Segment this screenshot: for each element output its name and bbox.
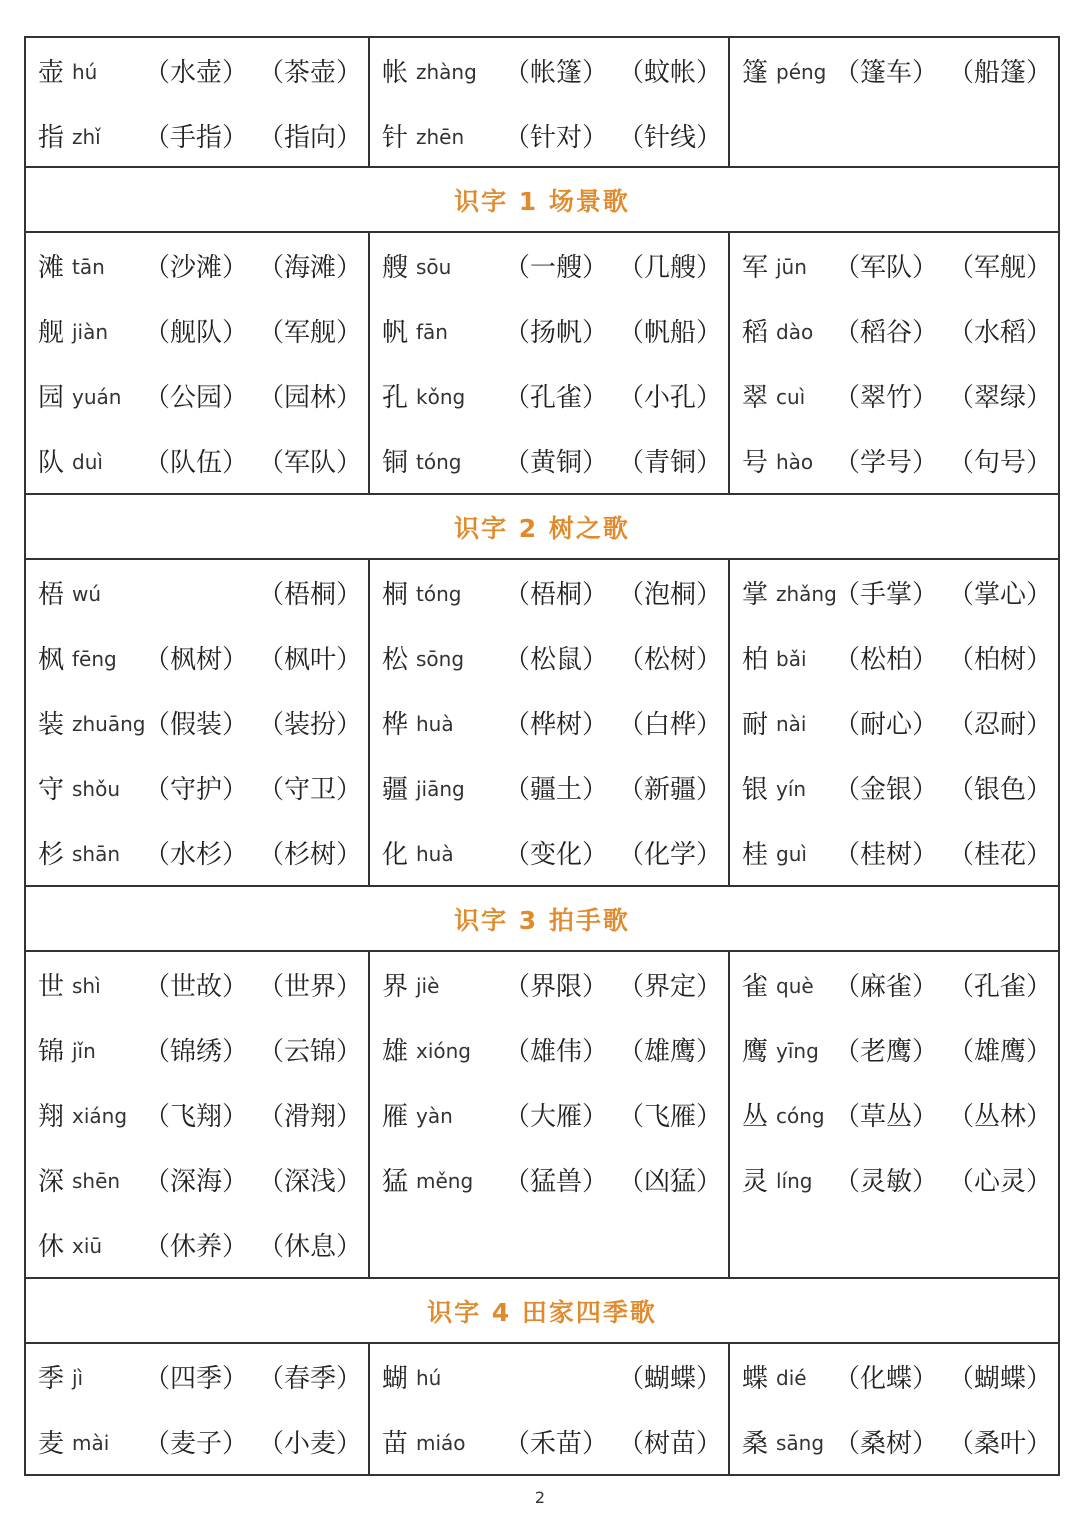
pinyin: zhēn bbox=[416, 125, 465, 149]
word-entry bbox=[26, 755, 368, 820]
character: 麦 bbox=[38, 1429, 65, 1459]
pinyin: měng bbox=[416, 1169, 474, 1193]
example-word-1: （老鹰） bbox=[833, 1037, 938, 1067]
example-word-2: （孔雀） bbox=[947, 972, 1052, 1002]
example-word-2: （化学） bbox=[617, 840, 722, 870]
example-word-2: （松树） bbox=[617, 645, 722, 675]
pinyin: fān bbox=[416, 320, 448, 344]
example-word-2: （树苗） bbox=[617, 1429, 722, 1459]
word-entry bbox=[370, 38, 728, 103]
word-entry bbox=[26, 1344, 368, 1409]
example-word-1: （麻雀） bbox=[833, 972, 938, 1002]
pinyin: miáo bbox=[416, 1431, 466, 1455]
word-entry bbox=[730, 1082, 1058, 1147]
example-word-2: （针线） bbox=[617, 123, 722, 153]
word-column bbox=[26, 560, 370, 885]
word-entry bbox=[370, 233, 728, 298]
lesson-title: 识字 1 场景歌 bbox=[454, 186, 630, 216]
example-word-2: （丛林） bbox=[947, 1102, 1052, 1132]
pinyin: shì bbox=[72, 974, 101, 998]
example-word-1: （学号） bbox=[833, 448, 938, 478]
pinyin: yín bbox=[776, 777, 807, 801]
word-entry bbox=[730, 363, 1058, 428]
example-word-1: （飞翔） bbox=[143, 1102, 248, 1132]
character: 鹰 bbox=[742, 1037, 769, 1067]
example-word-2: （世界） bbox=[257, 972, 362, 1002]
example-word-2: （雄鹰） bbox=[947, 1037, 1052, 1067]
character: 耐 bbox=[742, 710, 769, 740]
pinyin: cóng bbox=[776, 1104, 825, 1128]
lesson-header bbox=[24, 887, 1060, 952]
word-entry bbox=[370, 560, 728, 625]
character: 装 bbox=[38, 710, 65, 740]
word-entry bbox=[730, 428, 1058, 493]
pinyin: jiè bbox=[416, 974, 440, 998]
character: 园 bbox=[38, 383, 65, 413]
word-entry bbox=[730, 1344, 1058, 1409]
example-word-2: （泡桐） bbox=[617, 580, 722, 610]
example-word-1: （桑树） bbox=[833, 1429, 938, 1459]
character: 桑 bbox=[742, 1429, 769, 1459]
example-word-2: （军舰） bbox=[257, 318, 362, 348]
example-word-2: （凶猛） bbox=[617, 1167, 722, 1197]
word-entry bbox=[730, 233, 1058, 298]
example-word-1: （篷车） bbox=[833, 58, 938, 88]
example-word-2: （海滩） bbox=[257, 253, 362, 283]
pinyin: nài bbox=[776, 712, 807, 736]
pinyin: jiāng bbox=[416, 777, 465, 801]
pinyin: shān bbox=[72, 842, 121, 866]
word-entry bbox=[370, 1017, 728, 1082]
vocabulary-sheet bbox=[24, 36, 1060, 1476]
word-column bbox=[730, 233, 1058, 493]
character: 守 bbox=[38, 775, 65, 805]
example-word-2: （军舰） bbox=[947, 253, 1052, 283]
word-entry bbox=[730, 690, 1058, 755]
character: 艘 bbox=[382, 253, 409, 283]
character: 世 bbox=[38, 972, 65, 1002]
pinyin: líng bbox=[776, 1169, 813, 1193]
example-word-1: （假装） bbox=[143, 710, 248, 740]
pinyin: sōu bbox=[416, 255, 452, 279]
example-word-1: （舰队） bbox=[143, 318, 248, 348]
example-word-1: （扬帆） bbox=[503, 318, 608, 348]
character: 深 bbox=[38, 1167, 65, 1197]
character: 柏 bbox=[742, 645, 769, 675]
example-word-1: （耐心） bbox=[833, 710, 938, 740]
word-entry bbox=[730, 625, 1058, 690]
word-entry bbox=[370, 103, 728, 168]
pinyin: bǎi bbox=[776, 647, 807, 671]
example-word-2: （几艘） bbox=[617, 253, 722, 283]
word-table-section bbox=[24, 952, 1060, 1279]
character: 疆 bbox=[382, 775, 409, 805]
character: 帐 bbox=[382, 58, 409, 88]
example-word-1: （手掌） bbox=[833, 580, 938, 610]
example-word-1: （水壶） bbox=[143, 58, 248, 88]
lesson-header bbox=[24, 495, 1060, 560]
example-word-1: （针对） bbox=[503, 123, 608, 153]
word-table-section bbox=[24, 36, 1060, 168]
character: 化 bbox=[382, 840, 409, 870]
character: 银 bbox=[742, 775, 769, 805]
example-word-1: （桦树） bbox=[503, 710, 608, 740]
example-word-2: （小孔） bbox=[617, 383, 722, 413]
example-word-2: （桂花） bbox=[947, 840, 1052, 870]
character: 锦 bbox=[38, 1037, 65, 1067]
word-entry bbox=[370, 1409, 728, 1474]
word-entry bbox=[26, 1082, 368, 1147]
example-word-2: （白桦） bbox=[617, 710, 722, 740]
word-entry bbox=[26, 560, 368, 625]
character: 桦 bbox=[382, 710, 409, 740]
character: 翠 bbox=[742, 383, 769, 413]
example-word-1: （一艘） bbox=[503, 253, 608, 283]
lesson-title: 识字 3 拍手歌 bbox=[454, 905, 630, 935]
character: 掌 bbox=[742, 580, 769, 610]
example-word-1: （翠竹） bbox=[833, 383, 938, 413]
pinyin: shǒu bbox=[72, 777, 121, 801]
word-column bbox=[730, 952, 1058, 1277]
character: 雄 bbox=[382, 1037, 409, 1067]
example-word-2: （翠绿） bbox=[947, 383, 1052, 413]
word-entry bbox=[26, 690, 368, 755]
example-word-2: （水稻） bbox=[947, 318, 1052, 348]
example-word-2: （桑叶） bbox=[947, 1429, 1052, 1459]
word-column bbox=[730, 38, 1058, 166]
pinyin: wú bbox=[72, 582, 102, 606]
word-entry bbox=[730, 1409, 1058, 1474]
pinyin: zhàng bbox=[416, 60, 477, 84]
word-entry bbox=[370, 820, 728, 885]
pinyin: jiàn bbox=[72, 320, 109, 344]
pinyin: huà bbox=[416, 842, 454, 866]
word-column bbox=[730, 1344, 1058, 1474]
word-column bbox=[370, 233, 730, 493]
example-word-2: （装扮） bbox=[257, 710, 362, 740]
example-word-2: （银色） bbox=[947, 775, 1052, 805]
word-entry bbox=[370, 428, 728, 493]
word-entry bbox=[26, 820, 368, 885]
lesson-title: 识字 4 田家四季歌 bbox=[427, 1297, 657, 1327]
word-entry bbox=[370, 625, 728, 690]
example-word-2: （指向） bbox=[257, 123, 362, 153]
word-column bbox=[730, 560, 1058, 885]
pinyin: guì bbox=[776, 842, 807, 866]
example-word-1: （黄铜） bbox=[503, 448, 608, 478]
example-word-2: （青铜） bbox=[617, 448, 722, 478]
lesson-header bbox=[24, 168, 1060, 233]
example-word-1: （雄伟） bbox=[503, 1037, 608, 1067]
character: 滩 bbox=[38, 253, 65, 283]
pinyin: tān bbox=[72, 255, 105, 279]
character: 杉 bbox=[38, 840, 65, 870]
character: 翔 bbox=[38, 1102, 65, 1132]
example-word-2: （句号） bbox=[947, 448, 1052, 478]
example-word-2: （柏树） bbox=[947, 645, 1052, 675]
example-word-2: （茶壶） bbox=[257, 58, 362, 88]
pinyin: kǒng bbox=[416, 385, 466, 409]
example-word-1: （枫树） bbox=[143, 645, 248, 675]
example-word-1: （水杉） bbox=[143, 840, 248, 870]
word-column bbox=[370, 560, 730, 885]
example-word-2: （园林） bbox=[257, 383, 362, 413]
character: 雁 bbox=[382, 1102, 409, 1132]
word-table-section bbox=[24, 233, 1060, 495]
example-word-1: （大雁） bbox=[503, 1102, 608, 1132]
character: 灵 bbox=[742, 1167, 769, 1197]
example-word-2: （蝴蝶） bbox=[617, 1364, 722, 1394]
example-word-2: （飞雁） bbox=[617, 1102, 722, 1132]
example-word-2: （船篷） bbox=[947, 58, 1052, 88]
example-word-1: （帐篷） bbox=[503, 58, 608, 88]
word-entry bbox=[730, 1147, 1058, 1212]
word-entry bbox=[370, 1147, 728, 1212]
word-entry bbox=[730, 298, 1058, 363]
character: 壶 bbox=[38, 58, 65, 88]
pinyin: hú bbox=[72, 60, 98, 84]
example-word-2: （滑翔） bbox=[257, 1102, 362, 1132]
character: 猛 bbox=[382, 1167, 409, 1197]
character: 铜 bbox=[382, 448, 409, 478]
example-word-2: （休息） bbox=[257, 1232, 362, 1262]
example-word-1: （手指） bbox=[143, 123, 248, 153]
pinyin: cuì bbox=[776, 385, 806, 409]
page-number: 2 bbox=[534, 1488, 546, 1507]
pinyin: jūn bbox=[776, 255, 807, 279]
example-word-2: （小麦） bbox=[257, 1429, 362, 1459]
character: 桂 bbox=[742, 840, 769, 870]
example-word-1: （草丛） bbox=[833, 1102, 938, 1132]
character: 蝶 bbox=[742, 1364, 769, 1394]
example-word-2: （军队） bbox=[257, 448, 362, 478]
character: 界 bbox=[382, 972, 409, 1002]
example-word-1: （疆土） bbox=[503, 775, 608, 805]
example-word-2: （深浅） bbox=[257, 1167, 362, 1197]
word-entry bbox=[730, 820, 1058, 885]
pinyin: tóng bbox=[416, 582, 462, 606]
word-column bbox=[26, 38, 370, 166]
example-word-1: （松柏） bbox=[833, 645, 938, 675]
example-word-1: （四季） bbox=[143, 1364, 248, 1394]
character: 松 bbox=[382, 645, 409, 675]
example-word-1: （梧桐） bbox=[503, 580, 608, 610]
word-entry bbox=[26, 38, 368, 103]
word-entry bbox=[26, 233, 368, 298]
pinyin: zhǎng bbox=[776, 582, 837, 606]
word-entry bbox=[26, 363, 368, 428]
word-entry bbox=[730, 755, 1058, 820]
character: 雀 bbox=[742, 972, 769, 1002]
example-word-1: （麦子） bbox=[143, 1429, 248, 1459]
example-word-2: （忍耐） bbox=[947, 710, 1052, 740]
word-entry bbox=[730, 38, 1058, 103]
example-word-1: （休养） bbox=[143, 1232, 248, 1262]
example-word-1: （禾苗） bbox=[503, 1429, 608, 1459]
pinyin: sōng bbox=[416, 647, 465, 671]
word-entry bbox=[370, 1344, 728, 1409]
pinyin: zhǐ bbox=[72, 125, 101, 149]
pinyin: què bbox=[776, 974, 814, 998]
word-column bbox=[370, 38, 730, 166]
example-word-1: （世故） bbox=[143, 972, 248, 1002]
example-word-2: （心灵） bbox=[947, 1167, 1052, 1197]
word-entry bbox=[370, 363, 728, 428]
example-word-1: （军队） bbox=[833, 253, 938, 283]
example-word-2: （枫叶） bbox=[257, 645, 362, 675]
example-word-2: （春季） bbox=[257, 1364, 362, 1394]
pinyin: xiáng bbox=[72, 1104, 128, 1128]
word-table-section bbox=[24, 560, 1060, 887]
example-word-2: （帆船） bbox=[617, 318, 722, 348]
word-column bbox=[26, 1344, 370, 1474]
pinyin: sāng bbox=[776, 1431, 825, 1455]
example-word-1: （守护） bbox=[143, 775, 248, 805]
pinyin: xiū bbox=[72, 1234, 103, 1258]
word-column bbox=[26, 952, 370, 1277]
pinyin: fēng bbox=[72, 647, 117, 671]
word-column bbox=[370, 952, 730, 1277]
example-word-1: （队伍） bbox=[143, 448, 248, 478]
pinyin: tóng bbox=[416, 450, 462, 474]
word-entry bbox=[26, 1212, 368, 1277]
character: 帆 bbox=[382, 318, 409, 348]
character: 舰 bbox=[38, 318, 65, 348]
word-table-section bbox=[24, 1344, 1060, 1476]
example-word-2: （蝴蝶） bbox=[947, 1364, 1052, 1394]
example-word-2: （蚊帐） bbox=[617, 58, 722, 88]
example-word-2: （雄鹰） bbox=[617, 1037, 722, 1067]
character: 休 bbox=[38, 1232, 65, 1262]
character: 针 bbox=[382, 123, 409, 153]
character: 枫 bbox=[38, 645, 65, 675]
example-word-2: （掌心） bbox=[947, 580, 1052, 610]
character: 季 bbox=[38, 1364, 65, 1394]
pinyin: xióng bbox=[416, 1039, 471, 1063]
character: 军 bbox=[742, 253, 769, 283]
example-word-1: （松鼠） bbox=[503, 645, 608, 675]
character: 指 bbox=[38, 123, 65, 153]
example-word-2: （杉树） bbox=[257, 840, 362, 870]
example-word-1: （沙滩） bbox=[143, 253, 248, 283]
word-entry bbox=[730, 1017, 1058, 1082]
example-word-1: （稻谷） bbox=[833, 318, 938, 348]
word-entry bbox=[26, 1017, 368, 1082]
example-word-2: （新疆） bbox=[617, 775, 722, 805]
pinyin: huà bbox=[416, 712, 454, 736]
pinyin: péng bbox=[776, 60, 827, 84]
pinyin: mài bbox=[72, 1431, 110, 1455]
word-entry bbox=[370, 755, 728, 820]
character: 丛 bbox=[742, 1102, 769, 1132]
pinyin: dào bbox=[776, 320, 814, 344]
pinyin: hú bbox=[416, 1366, 442, 1390]
example-word-2: （云锦） bbox=[257, 1037, 362, 1067]
word-column bbox=[26, 233, 370, 493]
example-word-1: （变化） bbox=[503, 840, 608, 870]
character: 苗 bbox=[382, 1429, 409, 1459]
word-entry bbox=[26, 103, 368, 168]
pinyin: zhuāng bbox=[72, 712, 146, 736]
word-entry bbox=[730, 560, 1058, 625]
example-word-1: （灵敏） bbox=[833, 1167, 938, 1197]
word-entry bbox=[26, 1409, 368, 1474]
word-entry bbox=[370, 690, 728, 755]
pinyin: yīng bbox=[776, 1039, 819, 1063]
word-entry bbox=[26, 625, 368, 690]
word-entry bbox=[370, 298, 728, 363]
character: 篷 bbox=[742, 58, 769, 88]
pinyin: yuán bbox=[72, 385, 122, 409]
pinyin: hào bbox=[776, 450, 814, 474]
word-entry bbox=[730, 952, 1058, 1017]
pinyin: yàn bbox=[416, 1104, 453, 1128]
pinyin: dié bbox=[776, 1366, 807, 1390]
example-word-1: （公园） bbox=[143, 383, 248, 413]
character: 蝴 bbox=[382, 1364, 409, 1394]
word-entry bbox=[26, 428, 368, 493]
character: 桐 bbox=[382, 580, 409, 610]
example-word-2: （守卫） bbox=[257, 775, 362, 805]
word-entry bbox=[26, 1147, 368, 1212]
example-word-1: （孔雀） bbox=[503, 383, 608, 413]
pinyin: shēn bbox=[72, 1169, 121, 1193]
character: 孔 bbox=[382, 383, 409, 413]
example-word-1: （猛兽） bbox=[503, 1167, 608, 1197]
example-word-1: （桂树） bbox=[833, 840, 938, 870]
word-entry bbox=[370, 1082, 728, 1147]
pinyin: jì bbox=[72, 1366, 84, 1390]
example-word-2: （界定） bbox=[617, 972, 722, 1002]
lesson-header bbox=[24, 1279, 1060, 1344]
example-word-2: （梧桐） bbox=[257, 580, 362, 610]
character: 梧 bbox=[38, 580, 65, 610]
example-word-1: （界限） bbox=[503, 972, 608, 1002]
word-column bbox=[370, 1344, 730, 1474]
pinyin: duì bbox=[72, 450, 103, 474]
example-word-1: （化蝶） bbox=[833, 1364, 938, 1394]
example-word-1: （金银） bbox=[833, 775, 938, 805]
example-word-1: （锦绣） bbox=[143, 1037, 248, 1067]
character: 号 bbox=[742, 448, 769, 478]
word-entry bbox=[370, 952, 728, 1017]
lesson-title: 识字 2 树之歌 bbox=[454, 513, 630, 543]
word-entry bbox=[26, 298, 368, 363]
pinyin: jǐn bbox=[72, 1039, 96, 1063]
character: 稻 bbox=[742, 318, 769, 348]
word-entry bbox=[26, 952, 368, 1017]
character: 队 bbox=[38, 448, 65, 478]
example-word-1: （深海） bbox=[143, 1167, 248, 1197]
